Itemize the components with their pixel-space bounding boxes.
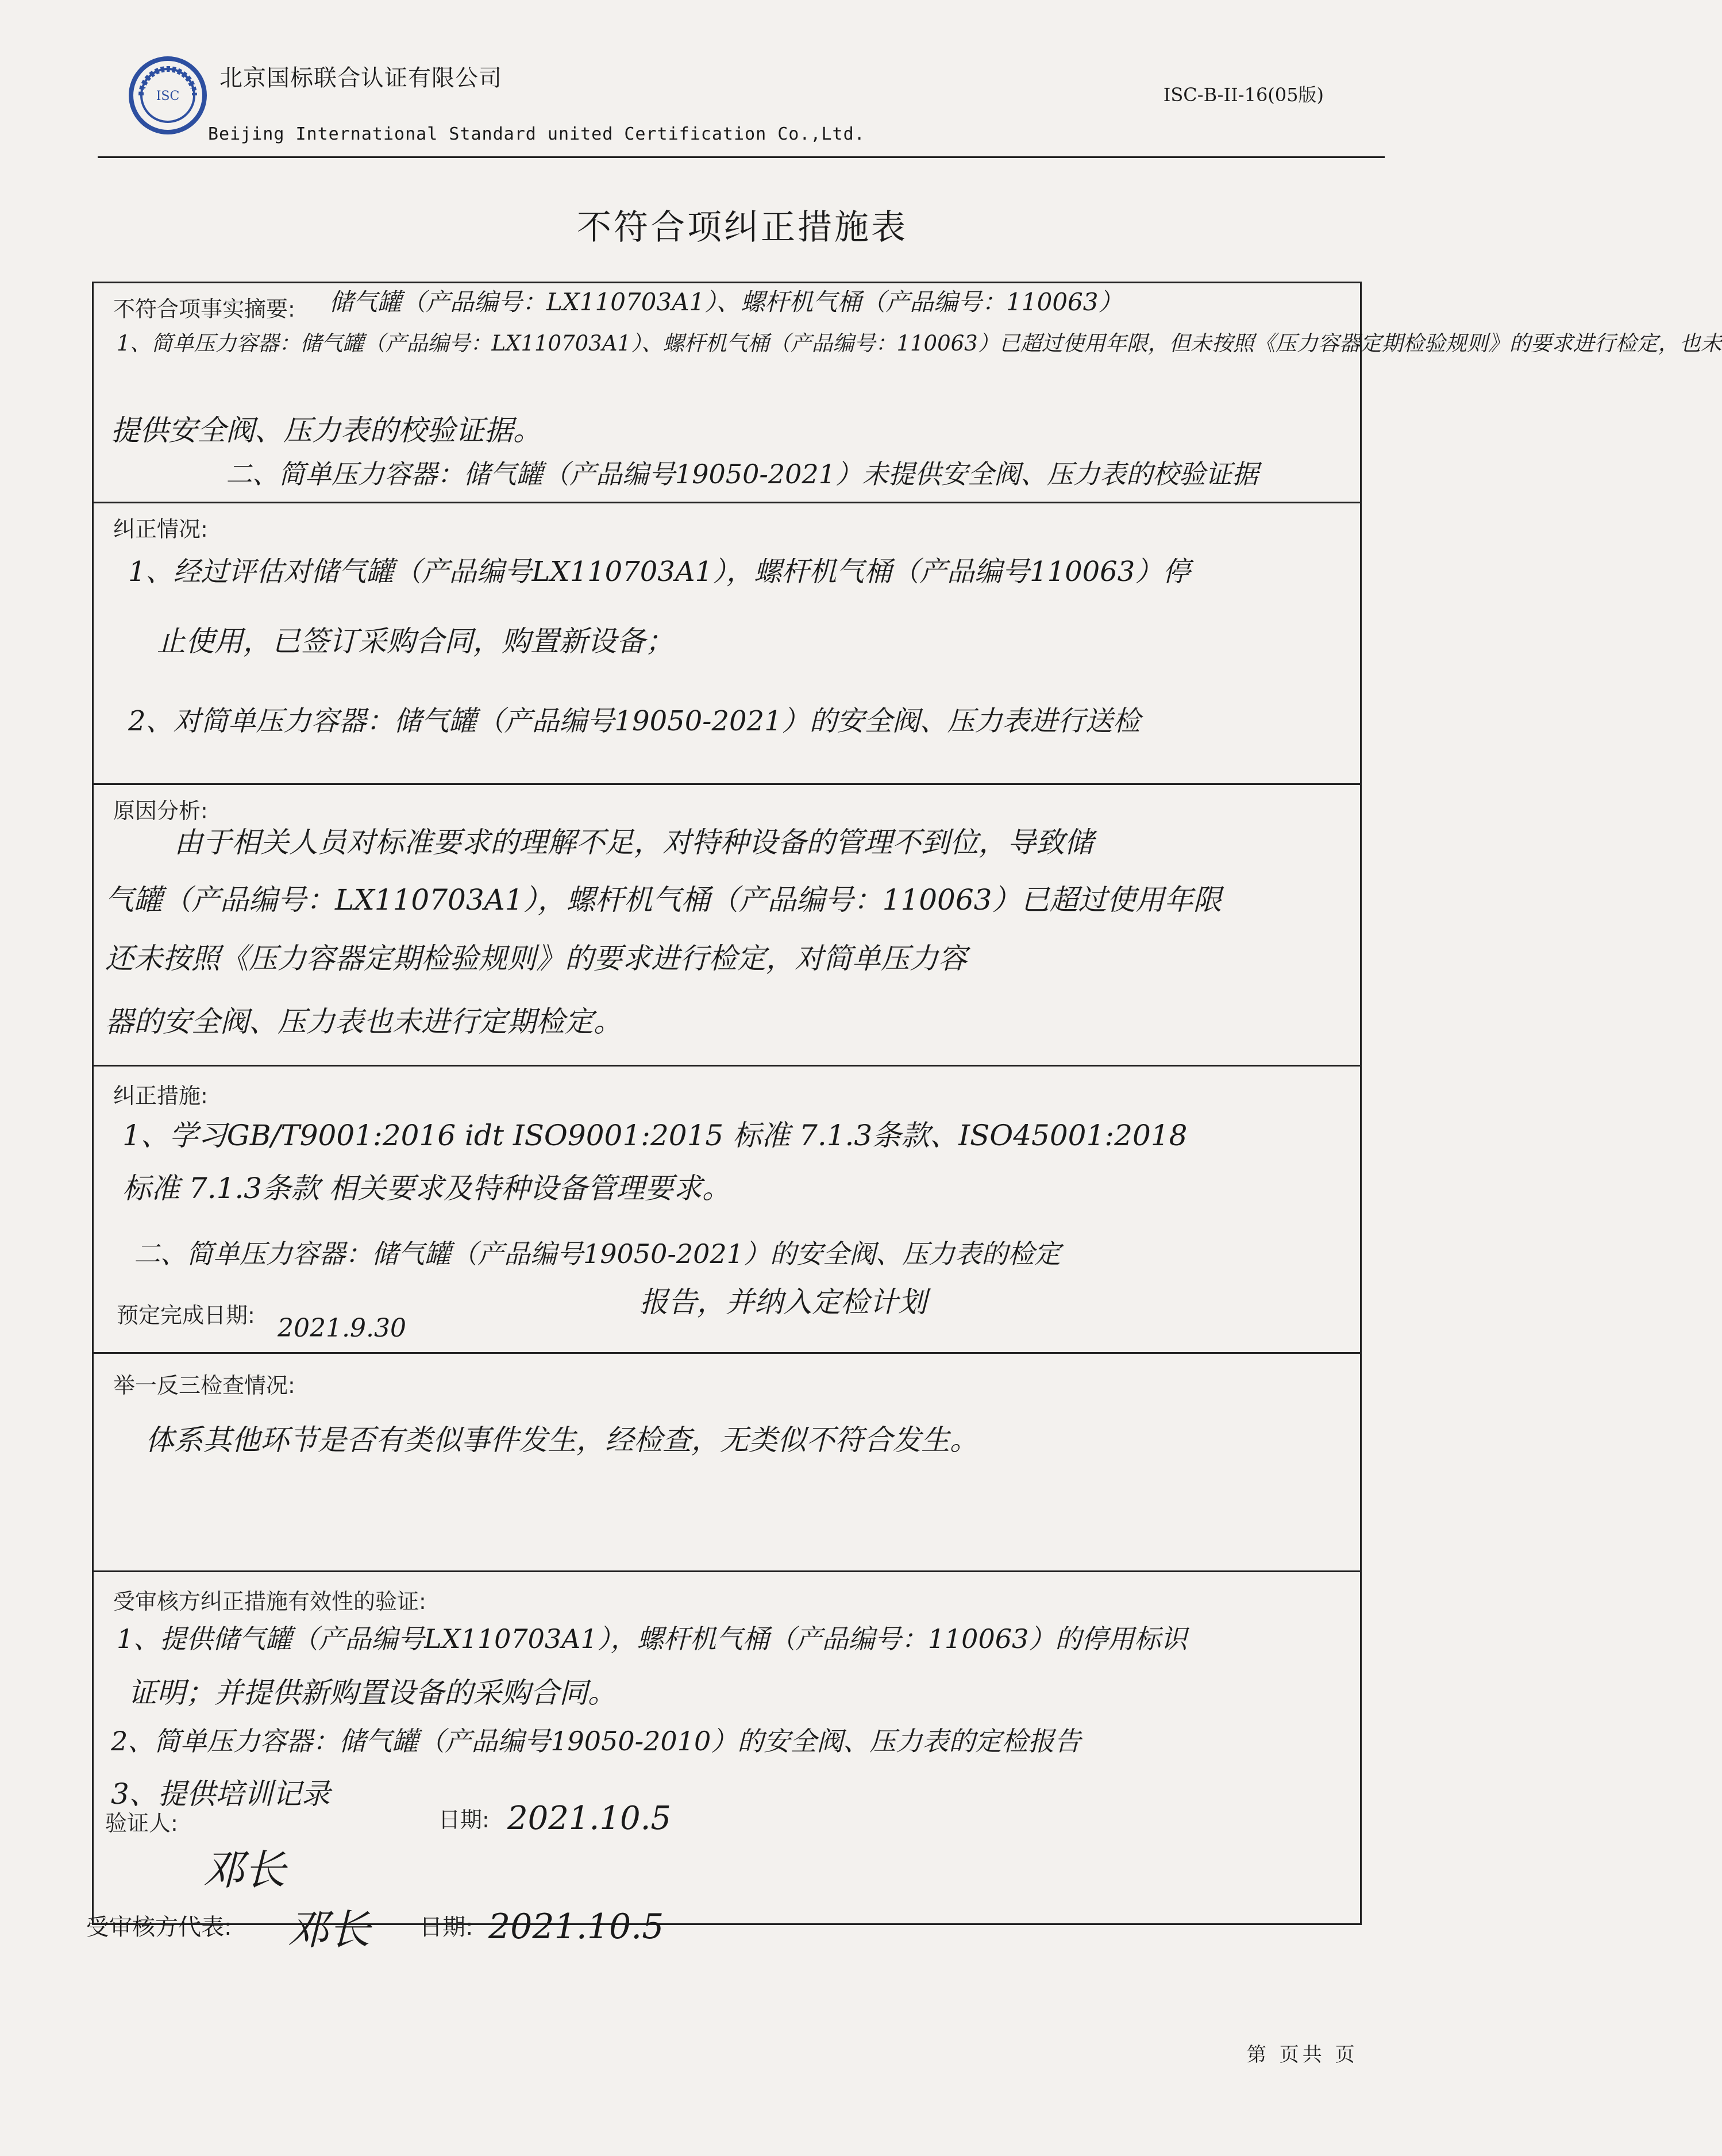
company-name-cn: 北京国标联合认证有限公司 (219, 65, 502, 91)
document-code: ISC-B-II-16(05版) (1163, 84, 1324, 106)
svg-text:ISC: ISC (156, 89, 180, 103)
facts-line: 提供安全阀、压力表的校验证据。 (111, 414, 542, 447)
section-inference (94, 1352, 1360, 1570)
correction-line: 2、对简单压力容器：储气罐（产品编号19050-2021）的安全阀、压力表进行送检 (128, 705, 1141, 737)
section-correction (94, 502, 1360, 783)
correction-line: 1、经过评估对储气罐（产品编号LX110703A1），螺杆机气桶（产品编号110063）停 (128, 556, 1191, 588)
due-date-value: 2021.9.30 (278, 1314, 406, 1343)
verification-line: 1、提供储气罐（产品编号LX110703A1），螺杆机气桶（产品编号：110063）的停用标识 (117, 1623, 1188, 1654)
isc-seal-logo (128, 55, 208, 136)
measures-line: 报告，并纳入定检计划 (640, 1285, 927, 1319)
facts-line: 1、简单压力容器：储气罐（产品编号：LX110703A1）、螺杆机气桶（产品编号：110063）已超过使用年限，但未按照《压力容器定期检验规则》的要求进行检定，也未 (117, 331, 1722, 356)
inference-label: 举一反三检查情况: (113, 1373, 295, 1398)
verification-label: 受审核方纠正措施有效性的验证: (113, 1589, 426, 1614)
facts-label: 不符合项事实摘要: (113, 297, 295, 322)
verification-date-label: 日期: (438, 1807, 490, 1832)
verifier-signature: 邓长 (203, 1846, 286, 1894)
verification-date-value: 2021.10.5 (507, 1800, 672, 1837)
nonconformity-form-table (92, 282, 1722, 1925)
cause-line: 由于相关人员对标准要求的理解不足，对特种设备的管理不到位，导致储 (174, 826, 1093, 859)
cause-line: 气罐（产品编号：LX110703A1），螺杆机气桶（产品编号：110063）已超过使用年限 (105, 883, 1222, 917)
cause-line: 器的安全阀、压力表也未进行定期检定。 (105, 1005, 622, 1038)
page-number: 第 页共 页 (1247, 2043, 1358, 2066)
cause-line: 还未按照《压力容器定期检验规则》的要求进行检定，对简单压力容 (105, 942, 967, 975)
section-cause (94, 783, 1360, 1065)
verifier-label: 验证人: (105, 1811, 178, 1836)
due-date-label: 预定完成日期: (117, 1303, 255, 1328)
measures-line: 二、简单压力容器：储气罐（产品编号19050-2021）的安全阀、压力表的检定 (134, 1238, 1061, 1269)
verification-line: 2、简单压力容器：储气罐（产品编号19050-2010）的安全阀、压力表的定检报告 (111, 1726, 1081, 1757)
section-verification (94, 1570, 1360, 1929)
facts-line: 二、简单压力容器：储气罐（产品编号19050-2021）未提供安全阀、压力表的校验证据 (226, 459, 1258, 490)
auditee-date-label: 日期: (419, 1914, 473, 1941)
verification-line: 证明；并提供新购置设备的采购合同。 (128, 1676, 617, 1710)
company-name-en: Beijing International Standard united Certification Co.,Ltd. (208, 124, 865, 144)
verification-line: 3、提供培训记录 (111, 1777, 330, 1811)
measures-line: 标准 7.1.3条款 相关要求及特种设备管理要求。 (122, 1172, 731, 1205)
facts-line: 储气罐（产品编号：LX110703A1）、螺杆机气桶（产品编号：110063） (329, 288, 1123, 316)
measures-line: 1、学习GB/T9001:2016 idt ISO9001:2015 标准 7.1.3条款、ISO45001:2018 (122, 1119, 1188, 1152)
auditee-date-value: 2021.10.5 (488, 1907, 664, 1947)
measures-label: 纠正措施: (113, 1083, 208, 1108)
inference-line: 体系其他环节是否有类似事件发生，经检查，无类似不符合发生。 (145, 1423, 979, 1457)
cause-label: 原因分析: (113, 798, 208, 823)
correction-label: 纠正情况: (113, 517, 208, 542)
section-facts (94, 283, 1722, 502)
correction-line: 止使用，已签订采购合同，购置新设备； (157, 625, 674, 658)
auditee-rep-label: 受审核方代表: (86, 1914, 232, 1941)
auditee-rep-signature: 邓长 (287, 1905, 371, 1954)
header-divider (98, 156, 1385, 158)
form-title: 不符合项纠正措施表 (577, 207, 908, 248)
section-measures (94, 1065, 1360, 1352)
